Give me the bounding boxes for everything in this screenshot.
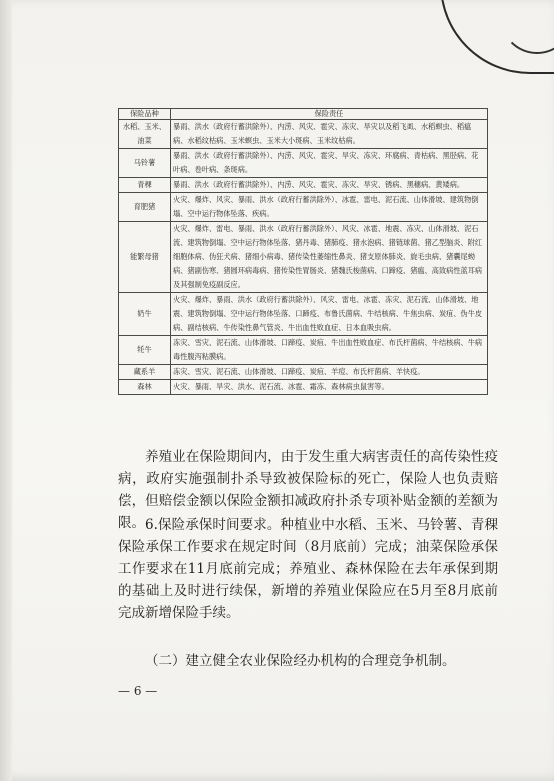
table-header-kind: 保险品种 bbox=[119, 109, 171, 120]
table-header-resp: 保险责任 bbox=[171, 109, 488, 120]
row-name: 牦牛 bbox=[119, 336, 171, 365]
paragraph-underwriting-time: 6.保险承保时间要求。种植业中水稻、玉米、马铃薯、青稞保险承保工作要求在规定时间（8月底前）完成；油菜保险承保工作要求在11月底前完成；养殖业、森林保险在去年承保到期的基础上及时进行续保，新增的养殖业保险应在5月至8月底前完成新增保险手续。 bbox=[118, 517, 498, 621]
row-name: 能繁母猪 bbox=[119, 222, 171, 293]
table-row bbox=[119, 380, 488, 395]
table-row bbox=[119, 365, 488, 380]
row-name: 育肥猪 bbox=[119, 193, 171, 222]
table-row bbox=[119, 193, 488, 222]
row-resp: 暴雨、洪水（政府行蓄洪除外）、内涝、风灾、雹灾、旱灾、冻灾、环腐病、青枯病、黑胫病、花叶病、卷叶病、条斑病。 bbox=[171, 149, 488, 178]
page-binding-edge bbox=[0, 0, 12, 781]
paragraph-epidemic-compensation: 养殖业在保险期间内，由于发生重大病害责任的高传染性疫病，政府实施强制扑杀导致被保险标的死亡，保险人也负责赔偿，但赔偿金额以保险金额扣减政府扑杀专项补贴金额的差额为限。 bbox=[118, 449, 498, 531]
row-name: 青稞 bbox=[119, 178, 171, 193]
page-number: — 6 — bbox=[118, 684, 158, 698]
row-resp: 暴雨、洪水（政府行蓄洪除外）、内涝、风灾、雹灾、冻灾、旱灾、锈病、黑穗病、黄矮病。 bbox=[171, 178, 488, 193]
table-row bbox=[119, 336, 488, 365]
table-row bbox=[119, 222, 488, 293]
table-row bbox=[119, 293, 488, 336]
row-resp: 暴雨、洪水（政府行蓄洪除外）、内涝、风灾、雹灾、冻灾、旱灾以及稻飞虱、水稻螟虫、稻瘟病、水稻纹枯病、玉米螟虫、玉米大小斑病、玉米纹枯病。 bbox=[171, 120, 488, 149]
row-name: 藏系羊 bbox=[119, 365, 171, 380]
row-name: 马铃薯 bbox=[119, 149, 171, 178]
row-resp: 火灾、暴雨、旱灾、洪水、泥石流、冰雹、霜冻、森林病虫鼠害等。 bbox=[171, 380, 488, 395]
table-row bbox=[119, 178, 488, 193]
row-name: 水稻、玉米、油菜 bbox=[119, 120, 171, 149]
row-resp: 火灾、爆炸、暴雨、洪水（政府行蓄洪除外）、风灾、雷电、冰雹、冻灾、泥石流、山体滑坡、地震、建筑物倒塌、空中运行物体坠落、口蹄疫、布鲁氏菌病、牛结核病、牛焦虫病、炭疽、伪牛皮病、副结核病、牛传染性鼻气管炎、牛出血性败血症、日本血吸虫病。 bbox=[171, 293, 488, 336]
row-name: 奶牛 bbox=[119, 293, 171, 336]
row-resp: 火灾、爆炸、风灾、暴雨、洪水（政府行蓄洪除外）、冰雹、雷电、泥石流、山体滑坡、建筑物倒塌、空中运行物体坠落、疾病。 bbox=[171, 193, 488, 222]
row-resp: 火灾、爆炸、雷电、暴雨、洪水（政府行蓄洪除外）、风灾、冰雹、地震、冻灾、山体滑坡、泥石流、建筑物倒塌、空中运行物体坠落、猪丹毒、猪肺疫、猪水泡病、猪链球菌、猪乙型脑炎、附红细胞体病、伪狂犬病、猪细小病毒、猪传染性萎缩性鼻炎、猪支原体肺炎、旋毛虫病、猪囊尾蚴病、猪副伤寒、猪圆环病毒病、猪传染性胃肠炎、猪魏氏梭菌病、口蹄疫、猪瘟、高致病性蓝耳病及其强制免疫副反应。 bbox=[171, 222, 488, 293]
section-heading: （二）建立健全农业保险经办机构的合理竞争机制。 bbox=[145, 653, 456, 669]
table-header-row bbox=[119, 109, 488, 120]
row-resp: 冻灾、雪灾、泥石流、山体滑坡、口蹄疫、炭疽、羊痘、布氏杆菌病、羊快疫。 bbox=[171, 365, 488, 380]
insurance-coverage-table bbox=[118, 108, 488, 395]
table-row bbox=[119, 120, 488, 149]
row-resp: 冻灾、雪灾、泥石流、山体滑坡、口蹄疫、炭疽、牛出血性败血症、布氏杆菌病、牛结核病、牛病毒性腹泻粘膜病。 bbox=[171, 336, 488, 365]
row-name: 森林 bbox=[119, 380, 171, 395]
table-row bbox=[119, 149, 488, 178]
